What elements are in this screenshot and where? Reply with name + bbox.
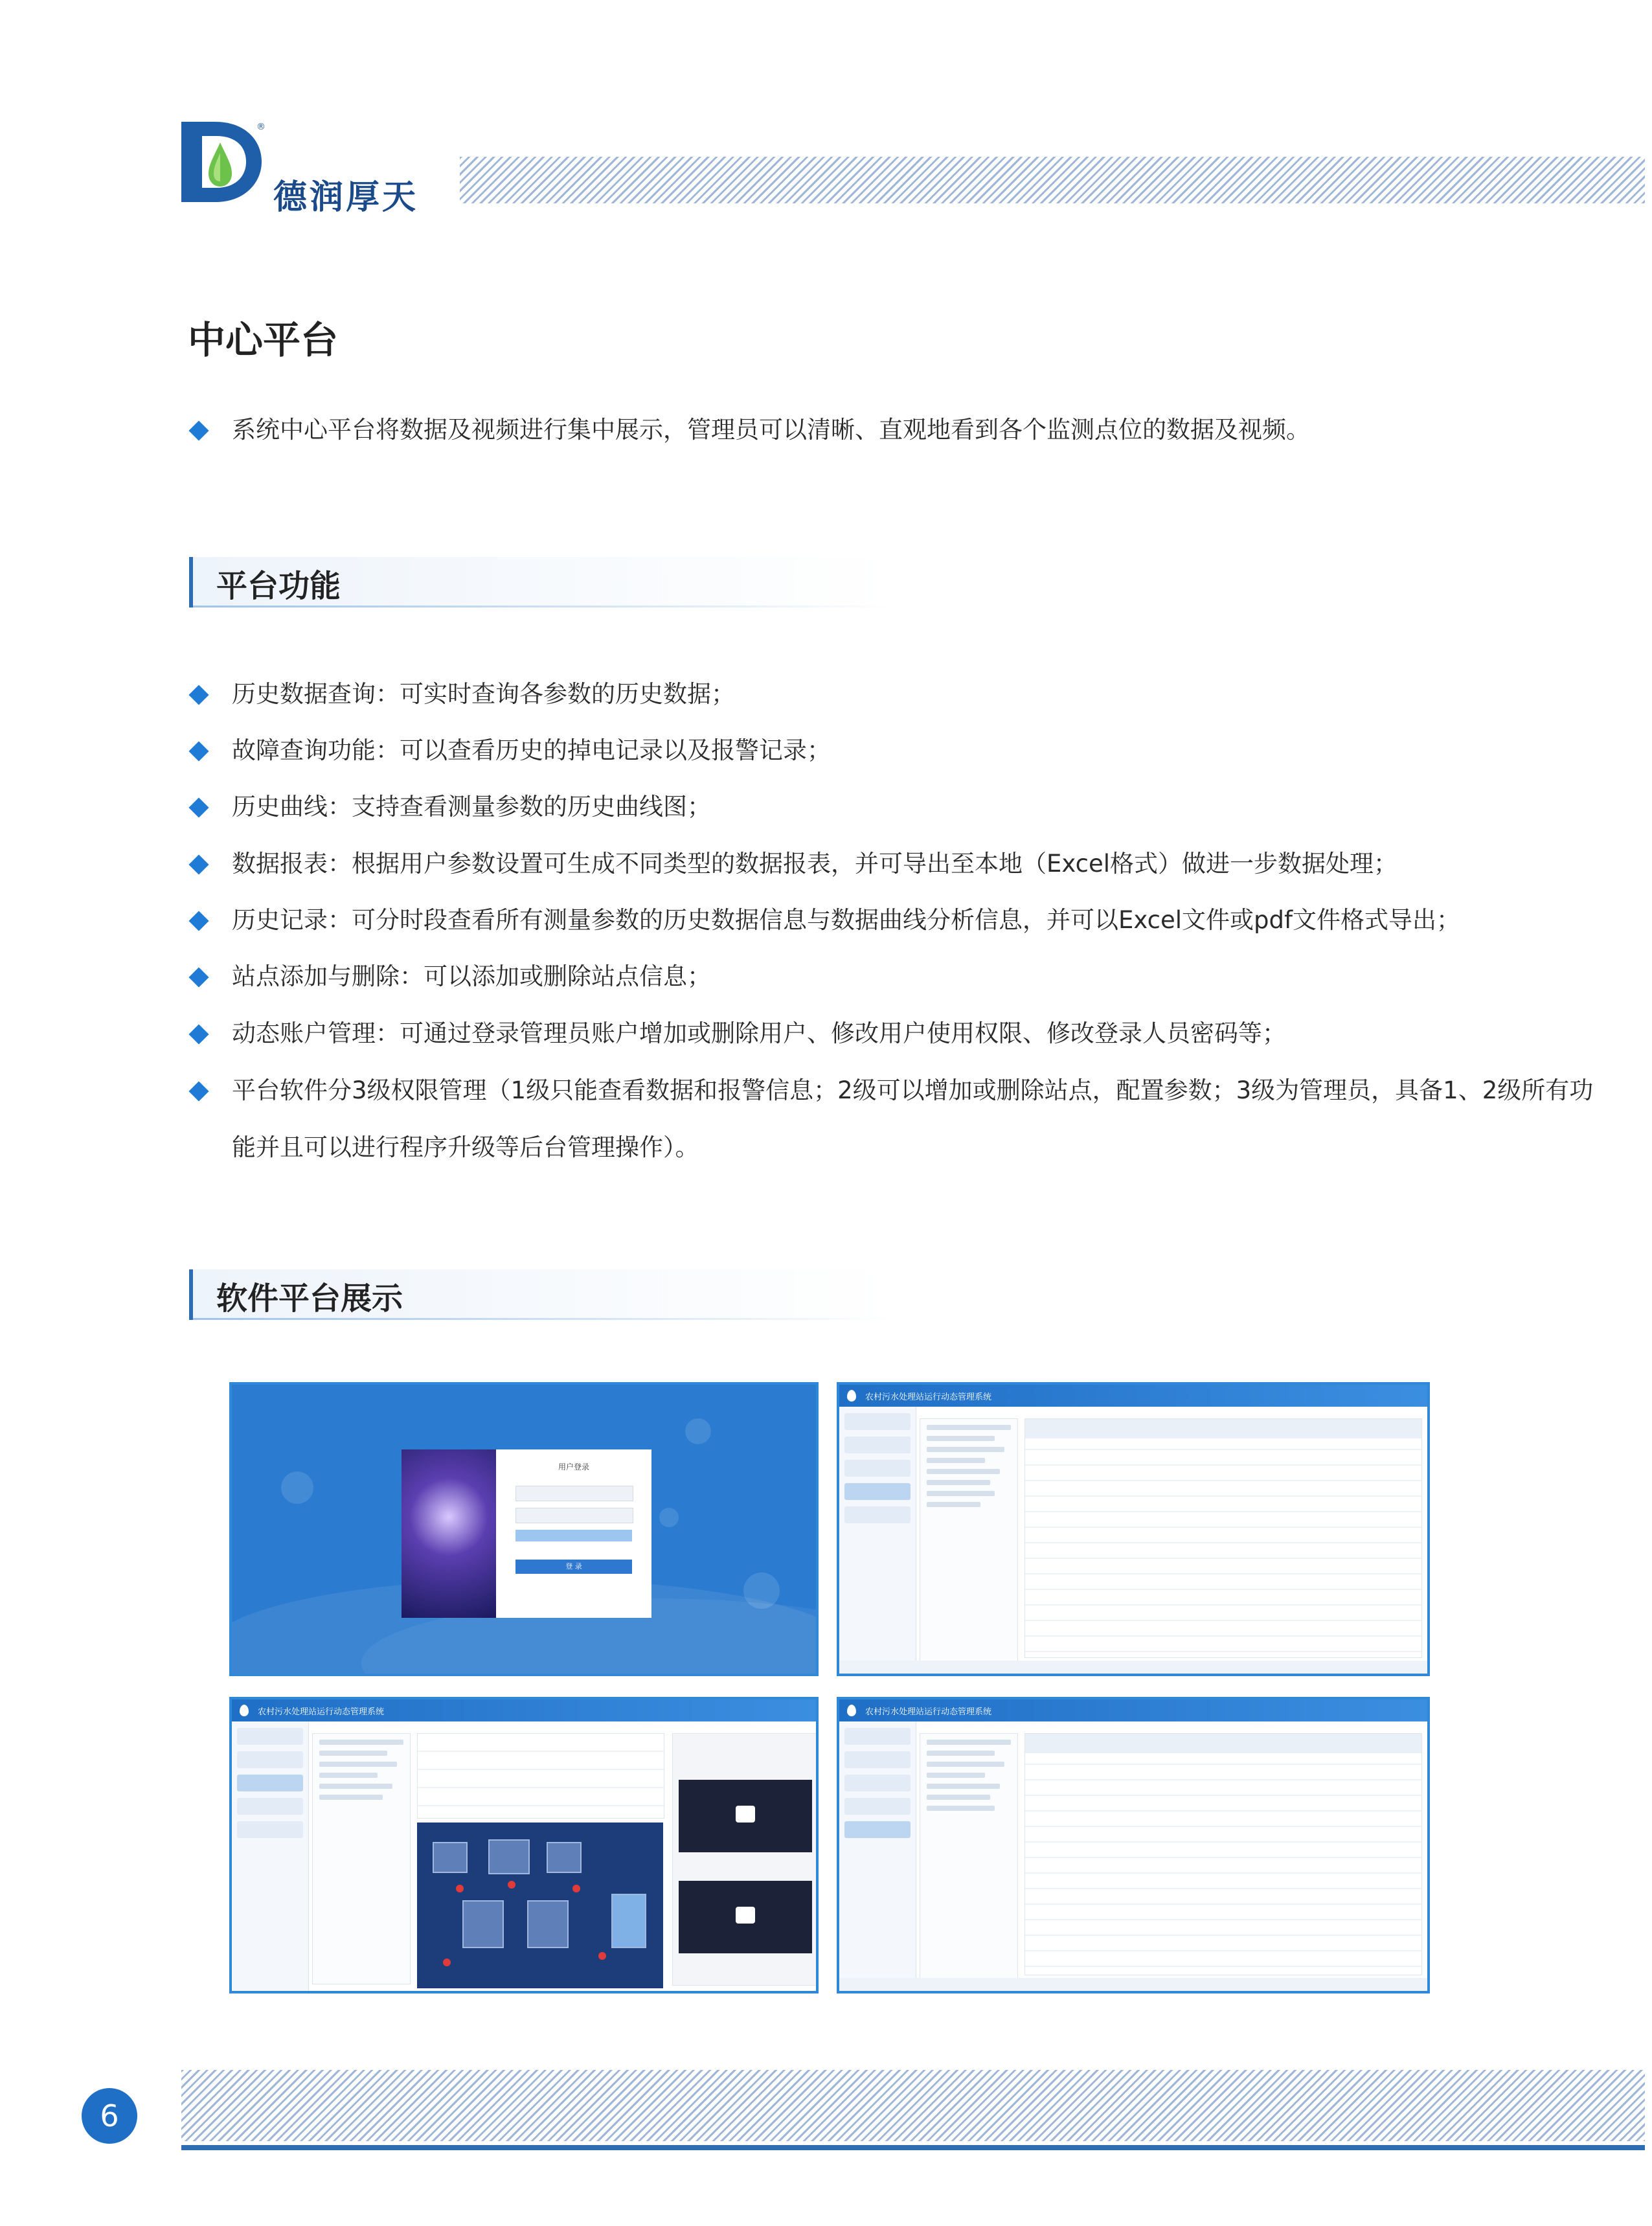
login-splash-panel — [402, 1449, 496, 1618]
tank — [547, 1842, 582, 1873]
login-title: 用户登录 — [558, 1462, 589, 1471]
video-feed — [679, 1881, 812, 1953]
report-data-table — [1024, 1733, 1422, 1975]
footer-line — [181, 2145, 1645, 2150]
diamond-bullet-icon — [188, 1024, 209, 1044]
app-title-bar: 农村污水处理站运行动态管理系统 — [839, 1699, 1427, 1721]
app-logo-icon — [240, 1705, 249, 1716]
video-feed — [679, 1780, 812, 1852]
app-sidebar — [839, 1721, 916, 1991]
diamond-bullet-icon — [188, 1081, 209, 1101]
app-sidebar — [839, 1407, 916, 1674]
password-field — [515, 1508, 633, 1523]
camera-icon — [736, 1907, 755, 1924]
header-hatch-band — [460, 157, 1645, 203]
company-logo — [176, 117, 267, 207]
tank — [527, 1900, 569, 1948]
background-bubble — [659, 1508, 679, 1527]
brand-name: 德润厚天 — [273, 177, 419, 217]
tank — [611, 1894, 646, 1948]
section-heading-features: 平台功能 — [189, 557, 892, 608]
status-dot — [443, 1959, 451, 1966]
screenshot-login — [229, 1382, 819, 1676]
app-title-bar: 农村污水处理站运行动态管理系统 — [839, 1385, 1427, 1407]
app-sidebar — [232, 1721, 309, 1991]
feature-item-continuation: 能并且可以进行程序升级等后台管理操作）。 — [232, 1133, 699, 1161]
captcha-field — [515, 1530, 632, 1541]
tank — [433, 1842, 468, 1873]
diamond-bullet-icon — [188, 911, 209, 931]
diamond-bullet-icon — [188, 685, 209, 705]
background-bubble — [685, 1418, 711, 1444]
history-data-table — [1024, 1418, 1422, 1658]
svg-text:®: ® — [256, 122, 266, 132]
screenshot-process-monitor — [229, 1697, 819, 1993]
background-bubble — [281, 1471, 313, 1504]
app-logo-icon — [847, 1705, 856, 1716]
diamond-bullet-icon — [188, 854, 209, 874]
status-dot — [456, 1885, 464, 1892]
station-tree — [312, 1733, 411, 1984]
footer-hatch-band — [181, 2070, 1645, 2141]
camera-icon — [736, 1806, 755, 1823]
tank — [488, 1839, 530, 1874]
section-heading-showcase: 软件平台展示 — [189, 1269, 892, 1320]
page-title: 中心平台 — [188, 318, 339, 362]
screenshot-report-table — [837, 1697, 1430, 1993]
diamond-bullet-icon — [188, 420, 209, 440]
process-flow-diagram — [417, 1823, 663, 1988]
username-field — [515, 1486, 633, 1501]
app-footer — [839, 1661, 1427, 1674]
station-tree — [920, 1733, 1018, 1984]
status-dot — [508, 1881, 515, 1889]
screenshot-history-table — [837, 1382, 1430, 1676]
app-title-bar: 农村污水处理站运行动态管理系统 — [232, 1699, 816, 1721]
station-tree — [920, 1418, 1018, 1667]
background-bubble — [743, 1573, 780, 1609]
status-dot — [572, 1885, 580, 1892]
app-logo-icon — [847, 1390, 856, 1402]
station-info-table — [417, 1733, 664, 1819]
login-button: 登 录 — [515, 1560, 632, 1574]
app-footer — [839, 1978, 1427, 1991]
diamond-bullet-icon — [188, 741, 209, 761]
login-form-panel — [496, 1449, 651, 1618]
diamond-bullet-icon — [188, 797, 209, 817]
diamond-bullet-icon — [188, 967, 209, 987]
status-dot — [598, 1952, 606, 1960]
page-number: 6 — [82, 2088, 137, 2144]
tank — [462, 1900, 504, 1948]
